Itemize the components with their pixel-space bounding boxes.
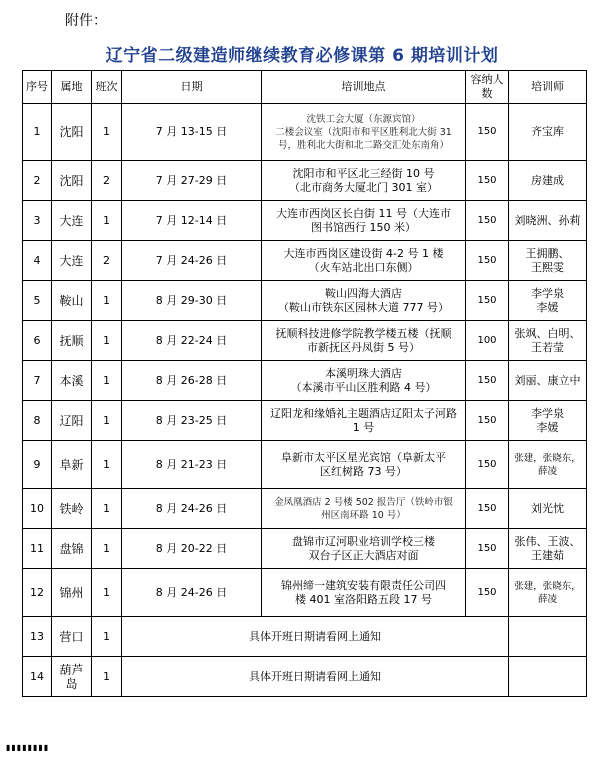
table-row bbox=[23, 401, 587, 441]
cell-region: 铁岭 bbox=[52, 489, 92, 529]
cell-location-line: 阜新市太平区星光宾馆（阜新太平 bbox=[281, 450, 446, 464]
cell-capacity: 150 bbox=[466, 401, 509, 441]
cell-location bbox=[262, 281, 466, 321]
cell-location-line: （北市商务大厦北门 301 室） bbox=[289, 180, 438, 194]
cell-date: 8 月 20-22 日 bbox=[122, 529, 262, 569]
cell-capacity: 150 bbox=[466, 441, 509, 489]
table-row bbox=[23, 361, 587, 401]
cell-location-line: 沈阳市和平区北三经街 10 号 bbox=[292, 166, 435, 180]
cell-class: 2 bbox=[92, 241, 122, 281]
cell-trainer-line: 张伟、王波、 bbox=[514, 534, 581, 548]
cell-no: 14 bbox=[23, 657, 52, 697]
cell-class: 1 bbox=[92, 489, 122, 529]
table-row bbox=[23, 321, 587, 361]
page-title: 辽宁省二级建造师继续教育必修课第 6 期培训计划 bbox=[105, 46, 499, 66]
cell-date: 7 月 24-26 日 bbox=[122, 241, 262, 281]
cell-trainer bbox=[509, 441, 587, 489]
cell-trainer-line: 王拥鹏、 bbox=[525, 246, 570, 260]
cell-no: 11 bbox=[23, 529, 52, 569]
table-row bbox=[23, 241, 587, 281]
cell-no: 2 bbox=[23, 161, 52, 201]
cell-region: 沈阳 bbox=[52, 104, 92, 161]
cell-date: 7 月 12-14 日 bbox=[122, 201, 262, 241]
cell-location-line: 锦州缔一建筑安装有限责任公司四 bbox=[281, 578, 446, 592]
cell-location bbox=[262, 201, 466, 241]
cell-location bbox=[262, 361, 466, 401]
header-location: 培训地点 bbox=[262, 71, 466, 104]
cell-trainer-line: 李媛 bbox=[536, 300, 559, 314]
table-row bbox=[23, 441, 587, 489]
cell-location-line: 二楼会议室（沈阳市和平区胜利北大街 31 bbox=[275, 126, 452, 138]
cell-no: 13 bbox=[23, 617, 52, 657]
cell-location-line: 市新抚区丹凤街 5 号） bbox=[307, 340, 420, 354]
cell-capacity: 150 bbox=[466, 161, 509, 201]
header-date: 日期 bbox=[122, 71, 262, 104]
cell-trainer-line: 李学泉 bbox=[531, 406, 564, 420]
cell-trainer bbox=[509, 201, 587, 241]
cell-trainer bbox=[509, 361, 587, 401]
cell-date: 8 月 26-28 日 bbox=[122, 361, 262, 401]
cell-class: 1 bbox=[92, 529, 122, 569]
cell-location-line: 1 号 bbox=[352, 420, 375, 434]
cell-date: 7 月 13-15 日 bbox=[122, 104, 262, 161]
table-row bbox=[23, 201, 587, 241]
table-row bbox=[23, 529, 587, 569]
cell-trainer bbox=[509, 321, 587, 361]
cell-location bbox=[262, 569, 466, 617]
cell-trainer-line: 刘光忱 bbox=[531, 501, 564, 515]
cell-location-line: 盘锦市辽河职业培训学校三楼 bbox=[292, 534, 435, 548]
cell-class: 1 bbox=[92, 569, 122, 617]
cell-no: 8 bbox=[23, 401, 52, 441]
cell-date: 8 月 21-23 日 bbox=[122, 441, 262, 489]
cell-trainer-line: 齐宝库 bbox=[531, 125, 564, 138]
cell-location bbox=[262, 104, 466, 161]
cell-trainer bbox=[509, 569, 587, 617]
cell-location bbox=[262, 241, 466, 281]
cell-region: 大连 bbox=[52, 241, 92, 281]
cell-location bbox=[262, 401, 466, 441]
cell-region: 营口 bbox=[52, 617, 92, 657]
cell-trainer-line: 王若莹 bbox=[531, 340, 564, 354]
cell-no: 1 bbox=[23, 104, 52, 161]
cell-trainer-line: 张建，张晓东， bbox=[514, 580, 581, 592]
cell-capacity: 150 bbox=[466, 361, 509, 401]
table-row bbox=[23, 569, 587, 617]
cell-region: 抚顺 bbox=[52, 321, 92, 361]
table-row bbox=[23, 281, 587, 321]
header-capacity: 容纳人数 bbox=[466, 71, 509, 104]
attachment-label: 附件： bbox=[65, 13, 107, 29]
training-schedule-table bbox=[22, 70, 587, 697]
cell-location-line: 鞍山四海大酒店 bbox=[325, 286, 402, 300]
cell-region: 大连 bbox=[52, 201, 92, 241]
cell-region: 盘锦 bbox=[52, 529, 92, 569]
cell-region: 鞍山 bbox=[52, 281, 92, 321]
cell-class: 1 bbox=[92, 104, 122, 161]
cell-location-line: 号，胜利北大街和北二路交汇处东南角） bbox=[277, 139, 449, 151]
cell-region: 锦州 bbox=[52, 569, 92, 617]
cell-location bbox=[262, 441, 466, 489]
cell-trainer-line: 李媛 bbox=[536, 420, 559, 434]
cell-location-line: 金凤凰酒店 2 号楼 502 报告厅（铁岭市银 bbox=[274, 496, 453, 508]
cell-trainer bbox=[509, 161, 587, 201]
cell-date: 8 月 22-24 日 bbox=[122, 321, 262, 361]
cell-location bbox=[262, 321, 466, 361]
cell-date: 7 月 27-29 日 bbox=[122, 161, 262, 201]
cell-location bbox=[262, 489, 466, 529]
header-class: 班次 bbox=[92, 71, 122, 104]
cell-class: 1 bbox=[92, 321, 122, 361]
cell-location-line: 大连市西岗区建设街 4-2 号 1 楼 bbox=[283, 246, 444, 260]
cell-no: 12 bbox=[23, 569, 52, 617]
cell-class: 1 bbox=[92, 617, 122, 657]
table-row bbox=[23, 657, 587, 697]
cell-location-line: 区红树路 73 号） bbox=[320, 464, 407, 478]
cell-capacity: 150 bbox=[466, 489, 509, 529]
cell-location-line: （鞍山市铁东区园林大道 777 号） bbox=[278, 300, 449, 314]
cell-class: 1 bbox=[92, 401, 122, 441]
cell-no: 6 bbox=[23, 321, 52, 361]
cell-trainer bbox=[509, 104, 587, 161]
cell-capacity: 150 bbox=[466, 104, 509, 161]
cell-location-line: 图书馆西行 150 米） bbox=[311, 220, 416, 234]
cell-no: 9 bbox=[23, 441, 52, 489]
cell-capacity: 150 bbox=[466, 281, 509, 321]
cell-location bbox=[262, 529, 466, 569]
cell-date: 8 月 24-26 日 bbox=[122, 489, 262, 529]
cell-notice: 具体开班日期请看网上通知 bbox=[122, 617, 509, 657]
cell-no: 10 bbox=[23, 489, 52, 529]
cell-date: 8 月 23-25 日 bbox=[122, 401, 262, 441]
cell-region: 沈阳 bbox=[52, 161, 92, 201]
cell-no: 4 bbox=[23, 241, 52, 281]
cell-location-line: 抚顺科技进修学院教学楼五楼（抚顺 bbox=[275, 326, 452, 340]
cell-capacity: 100 bbox=[466, 321, 509, 361]
cell-class: 1 bbox=[92, 657, 122, 697]
cell-no: 3 bbox=[23, 201, 52, 241]
cell-class: 1 bbox=[92, 201, 122, 241]
header-no: 序号 bbox=[23, 71, 52, 104]
cell-date: 8 月 24-26 日 bbox=[122, 569, 262, 617]
cell-trainer bbox=[509, 401, 587, 441]
table-row bbox=[23, 617, 587, 657]
cell-region: 阜新 bbox=[52, 441, 92, 489]
cell-class: 1 bbox=[92, 361, 122, 401]
table-header-row bbox=[23, 71, 587, 104]
table-row bbox=[23, 161, 587, 201]
cell-location-line: 楼 401 室洛阳路五段 17 号 bbox=[295, 592, 432, 606]
cell-trainer bbox=[509, 241, 587, 281]
cell-trainer-line: 王建茹 bbox=[531, 548, 564, 562]
cell-capacity: 150 bbox=[466, 241, 509, 281]
cell-trainer-line: 薛凌 bbox=[537, 593, 557, 605]
footer-marks: ▮▮▮▮▮▮▮▮ bbox=[6, 743, 50, 752]
cell-trainer bbox=[509, 657, 587, 697]
cell-trainer-line: 房建成 bbox=[531, 173, 564, 187]
header-trainer: 培训师 bbox=[509, 71, 587, 104]
cell-trainer-line: 李学泉 bbox=[531, 286, 564, 300]
cell-location-line: 大连市西岗区长白街 11 号（大连市 bbox=[276, 206, 451, 220]
cell-class: 1 bbox=[92, 441, 122, 489]
cell-location bbox=[262, 161, 466, 201]
cell-location-line: 州区南环路 10 号） bbox=[321, 509, 406, 521]
cell-notice: 具体开班日期请看网上通知 bbox=[122, 657, 509, 697]
cell-location-line: 双台子区正大酒店对面 bbox=[308, 548, 419, 562]
cell-location-line: 辽阳龙和缘婚礼主题酒店辽阳太子河路 bbox=[270, 406, 457, 420]
cell-location-line: （火车站北出口东侧） bbox=[308, 260, 419, 274]
table-row bbox=[23, 489, 587, 529]
cell-no: 5 bbox=[23, 281, 52, 321]
cell-trainer bbox=[509, 489, 587, 529]
cell-region: 本溪 bbox=[52, 361, 92, 401]
cell-location-line: 本溪明珠大酒店 bbox=[325, 366, 402, 380]
cell-class: 1 bbox=[92, 281, 122, 321]
cell-capacity: 150 bbox=[466, 201, 509, 241]
cell-region: 葫芦岛 bbox=[52, 657, 92, 697]
cell-trainer-line: 薛凌 bbox=[537, 465, 557, 477]
cell-trainer-line: 张建，张晓东， bbox=[514, 452, 581, 464]
cell-trainer bbox=[509, 617, 587, 657]
cell-trainer-line: 王熙雯 bbox=[531, 260, 564, 274]
cell-trainer bbox=[509, 281, 587, 321]
cell-trainer bbox=[509, 529, 587, 569]
cell-trainer-line: 张飒、白明、 bbox=[514, 326, 581, 340]
cell-capacity: 150 bbox=[466, 529, 509, 569]
cell-trainer-line: 刘晓洲、孙莉 bbox=[514, 213, 581, 227]
cell-no: 7 bbox=[23, 361, 52, 401]
cell-location-line: 沈铁工会大厦（东源宾馆） bbox=[306, 113, 421, 125]
table-row bbox=[23, 104, 587, 161]
cell-location-line: （本溪市平山区胜利路 4 号） bbox=[290, 380, 437, 394]
cell-class: 2 bbox=[92, 161, 122, 201]
cell-capacity: 150 bbox=[466, 569, 509, 617]
header-region: 属地 bbox=[52, 71, 92, 104]
table-body bbox=[23, 104, 587, 697]
cell-region: 辽阳 bbox=[52, 401, 92, 441]
cell-trainer-line: 刘丽、康立中 bbox=[514, 373, 581, 387]
cell-date: 8 月 29-30 日 bbox=[122, 281, 262, 321]
